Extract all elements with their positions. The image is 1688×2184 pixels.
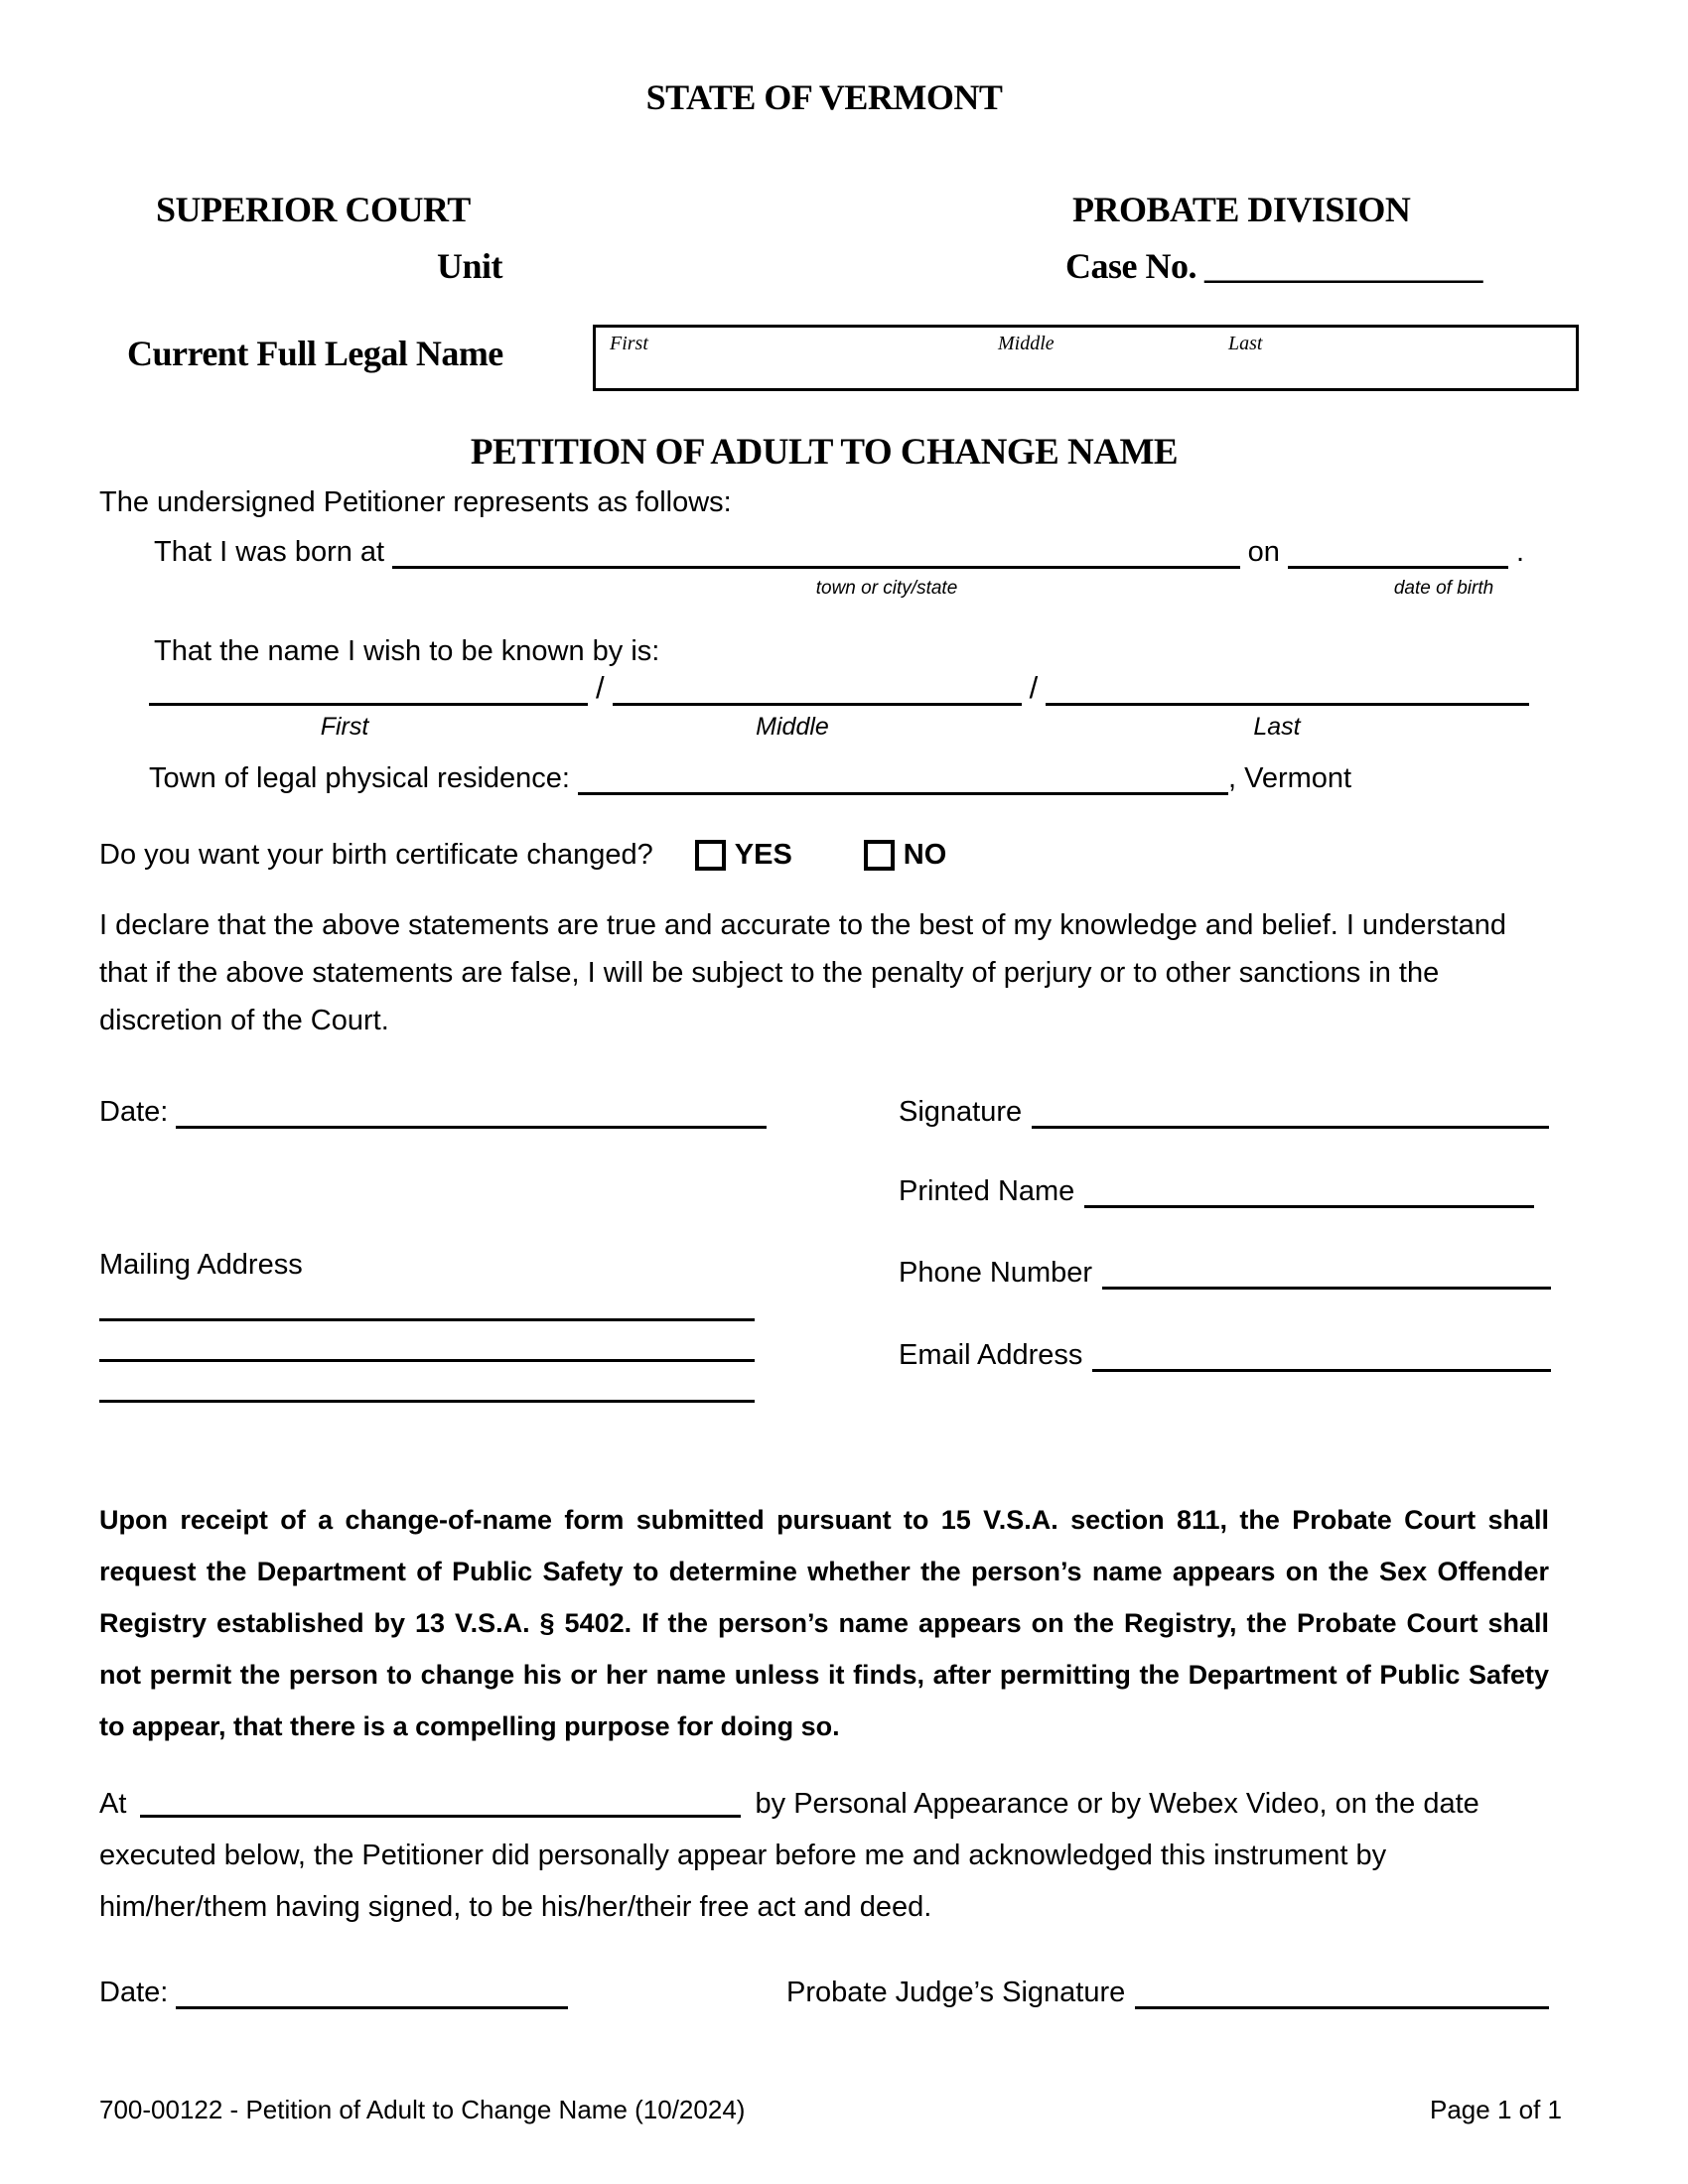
judge-date-blank[interactable] bbox=[176, 1969, 568, 2009]
name-box-last-label: Last bbox=[1228, 333, 1263, 354]
probate-division-heading: PROBATE DIVISION bbox=[1072, 190, 1411, 229]
no-checkbox[interactable] bbox=[864, 840, 895, 871]
born-period: . bbox=[1515, 536, 1524, 568]
signature-blank[interactable] bbox=[1032, 1088, 1549, 1129]
printed-name-blank[interactable] bbox=[1084, 1167, 1534, 1208]
phone-number-blank[interactable] bbox=[1102, 1249, 1551, 1290]
born-on-label: on bbox=[1247, 536, 1280, 568]
born-place-blank[interactable] bbox=[392, 528, 1240, 569]
intro-text: The undersigned Petitioner represents as follows: bbox=[99, 486, 732, 518]
probate-judge-signature-blank[interactable] bbox=[1135, 1969, 1549, 2009]
date-label: Date: bbox=[99, 1096, 169, 1128]
new-name-first-blank[interactable] bbox=[149, 665, 588, 706]
date-of-birth-label: date of birth bbox=[1393, 578, 1494, 599]
middle-label: Middle bbox=[756, 713, 829, 741]
current-name-label: Current Full Legal Name bbox=[127, 334, 503, 373]
yes-checkbox[interactable] bbox=[695, 840, 726, 871]
mailing-address-line-2[interactable] bbox=[99, 1359, 755, 1362]
email-address-label: Email Address bbox=[899, 1339, 1083, 1371]
superior-court-heading: SUPERIOR COURT bbox=[156, 190, 471, 229]
name-box-middle-label: Middle bbox=[998, 333, 1055, 354]
residence-suffix: , Vermont bbox=[1227, 762, 1352, 794]
footer-page-number: Page 1 of 1 bbox=[1430, 2095, 1562, 2124]
at-label: At bbox=[99, 1788, 127, 1820]
case-no-label: Case No. bbox=[1065, 246, 1196, 286]
case-no-blank[interactable]: ________________ bbox=[1203, 246, 1482, 286]
born-prefix: That I was born at bbox=[154, 536, 385, 568]
registry-notice: Upon receipt of a change-of-name form submitted pursuant to 15 V.S.A. section 811, the Probate Court shall request the Department of Public Safety to determine whether the person’s name appears on the Sex Offender Registry established by 13 V.S.A. § 5402. If the person’s name appears on the Registry, the Probate Court shall not permit the person to change his or her name unless it finds, after permitting the Department of Public Safety to appear, that there is a compelling purpose for doing so. bbox=[99, 1505, 1549, 1741]
signature-label: Signature bbox=[899, 1096, 1023, 1128]
declaration-text: I declare that the above statements are true and accurate to the best of my knowledge and belief. I understand that if the above statements are false, I will be subject to the penalty of perjury or to other sanctions in the discretion of the Court. bbox=[99, 909, 1507, 1036]
form-title: PETITION OF ADULT TO CHANGE NAME bbox=[470, 432, 1179, 473]
state-title: STATE OF VERMONT bbox=[645, 77, 1003, 117]
mailing-address-line-1[interactable] bbox=[99, 1318, 755, 1321]
mailing-address-line-3[interactable] bbox=[99, 1400, 755, 1403]
birth-cert-question: Do you want your birth certificate changed? bbox=[99, 838, 653, 871]
no-label: NO bbox=[903, 838, 947, 871]
new-name-last-blank[interactable] bbox=[1046, 665, 1529, 706]
probate-judge-signature-label: Probate Judge’s Signature bbox=[786, 1977, 1126, 2008]
mailing-address-label: Mailing Address bbox=[99, 1249, 303, 1281]
last-label: Last bbox=[1253, 713, 1301, 741]
name-separator-2: / bbox=[1029, 670, 1039, 705]
date-blank[interactable] bbox=[176, 1088, 767, 1129]
acknowledgment-text: by Personal Appearance or by Webex Video, on the date executed below, the Petitioner did personally appear before me and acknowledged this instrument by him/her/them having signed, to be his/her/their free act and deed. bbox=[99, 1788, 1479, 1923]
phone-number-label: Phone Number bbox=[899, 1257, 1093, 1289]
footer-form-number: 700-00122 - Petition of Adult to Change Name (10/2024) bbox=[99, 2095, 746, 2124]
name-box-first-label: First bbox=[610, 333, 648, 354]
new-name-middle-blank[interactable] bbox=[613, 665, 1022, 706]
born-date-blank[interactable] bbox=[1288, 528, 1508, 569]
location-blank[interactable] bbox=[140, 1786, 741, 1818]
first-label: First bbox=[320, 713, 369, 741]
name-separator-1: / bbox=[596, 670, 605, 705]
residence-blank[interactable] bbox=[578, 754, 1228, 795]
new-name-intro: That the name I wish to be known by is: bbox=[154, 635, 660, 667]
printed-name-label: Printed Name bbox=[899, 1175, 1075, 1207]
yes-label: YES bbox=[734, 838, 792, 871]
current-name-field[interactable] bbox=[593, 325, 1579, 391]
judge-date-label: Date: bbox=[99, 1977, 169, 2008]
residence-label: Town of legal physical residence: bbox=[149, 762, 570, 794]
unit-label: Unit bbox=[437, 246, 503, 286]
town-or-city-label: town or city/state bbox=[815, 578, 958, 599]
acknowledgment-paragraph bbox=[99, 1778, 1544, 1933]
email-address-blank[interactable] bbox=[1092, 1331, 1551, 1372]
